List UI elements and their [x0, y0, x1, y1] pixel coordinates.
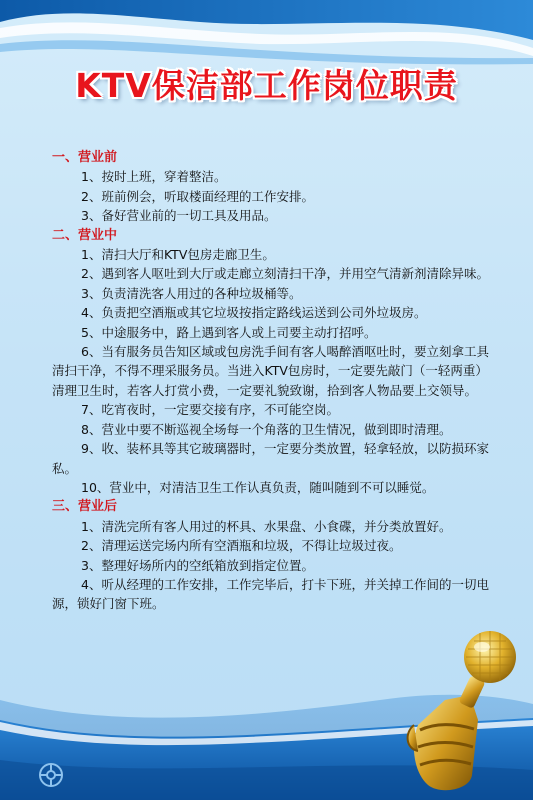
list-item: 7、吃宵夜时，一定要交接有序，不可能空岗。 — [81, 402, 339, 418]
list-item: 1、清扫大厅和KTV包房走廊卫生。 — [81, 247, 275, 263]
list-item: 8、营业中要不断巡视全场每一个角落的卫生情况，做到即时清理。 — [81, 421, 452, 437]
list-item: 9、收、装杯具等其它玻璃器时，一定要分类放置，轻拿轻放，以防损环家私。 — [52, 441, 489, 476]
section-heading-during: 二、营业中 — [52, 227, 118, 243]
list-item: 1、按时上班，穿着整洁。 — [81, 169, 227, 185]
list-item: 5、中途服务中，路上遇到客人或上司要主动打招呼。 — [81, 324, 377, 340]
list-item: 2、班前例会，听取楼面经理的工作安排。 — [81, 188, 314, 204]
duties-list — [52, 148, 492, 614]
section-heading-after: 三、营业后 — [52, 499, 118, 515]
list-item: 4、听从经理的工作安排，工作完毕后，打卡下班，并关掉工作间的一切电源，锁好门窗下班。 — [52, 576, 489, 612]
list-item: 3、负责清洗客人用过的各种垃圾桶等。 — [81, 285, 302, 301]
list-item: 4、负责把空酒瓶或其它垃圾按指定路线运送到公司外垃圾房。 — [81, 305, 427, 321]
list-item: 6、当有服务员告知区域或包房洗手间有客人喝醉酒呕吐时，要立刻拿工具清扫干净，不得不理采服务员。当进入KTV包房时，一定要先敲门（一轻两重）清理卫生时，若客人打赏小费，一定要礼貌致谢，拾到客人物品要上交领导。 — [52, 344, 489, 398]
list-item: 2、遇到客人呕吐到大厅或走廊立刻清扫干净，并用空气清新剂清除异味。 — [81, 266, 489, 282]
wheel-logo-icon — [38, 762, 64, 788]
list-item: 3、备好营业前的一切工具及用品。 — [81, 208, 277, 224]
page-title: KTV保洁部工作岗位职责 — [75, 66, 458, 105]
list-item: 1、清洗完所有客人用过的杯具、水果盘、小食碟，并分类放置好。 — [81, 518, 452, 534]
golden-microphone-icon — [400, 625, 525, 800]
list-item: 2、清理运送完场内所有空酒瓶和垃圾，不得让垃圾过夜。 — [81, 538, 402, 554]
section-heading-before: 一、营业前 — [52, 150, 118, 165]
list-item: 10、营业中，对清洁卫生工作认真负责，随叫随到不可以睡觉。 — [81, 479, 435, 495]
list-item: 3、整理好场所内的空纸箱放到指定位置。 — [81, 557, 314, 573]
